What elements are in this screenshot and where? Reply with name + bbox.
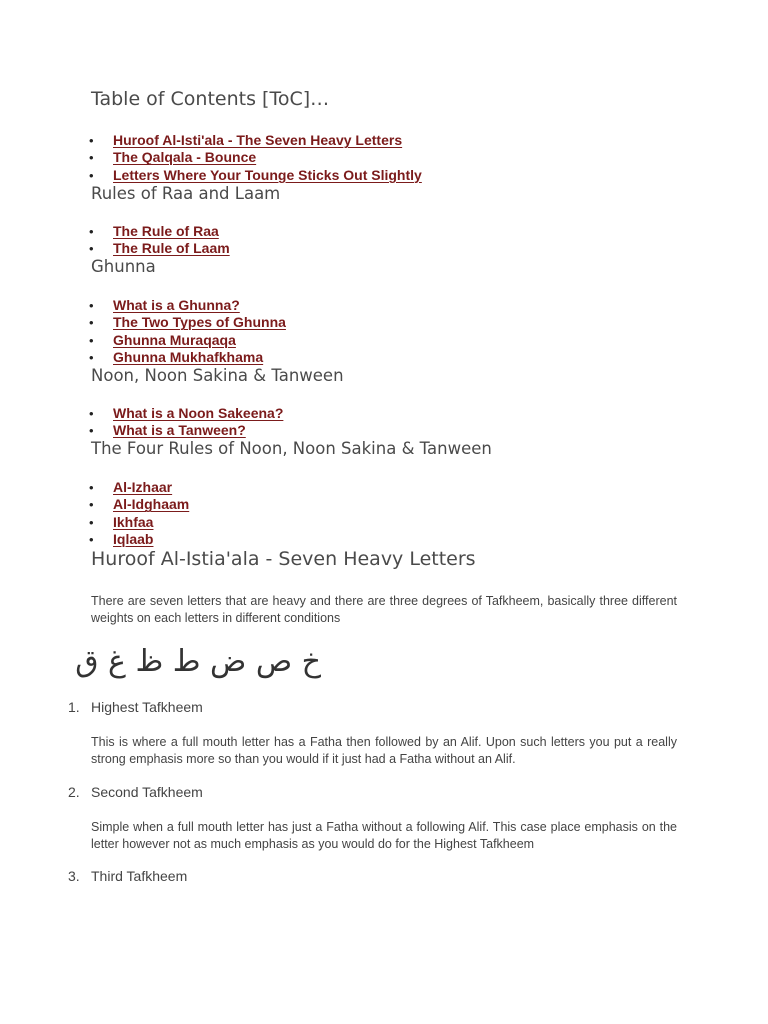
- list-item: [89, 531, 189, 548]
- section-title-heavy-letters: Huroof Al-Istia'ala - Seven Heavy Letters: [91, 548, 476, 570]
- link-what-is-tanween[interactable]: What is a Tanween?: [113, 422, 246, 439]
- noon-link-list: [89, 405, 283, 440]
- link-what-is-noon-sakeena[interactable]: What is a Noon Sakeena?: [113, 405, 284, 421]
- numbered-item-second-tafkheem: [68, 783, 203, 801]
- item-number: 3.: [68, 868, 80, 884]
- link-ghunna-mukhafkhama[interactable]: Ghunna Mukhafkhama: [113, 348, 264, 365]
- second-tafkheem-text: Simple when a full mouth letter has just a Fatha without a following Alif. This case place emphasis on the letter however not as much emphasis as you would do for the Highest Tafkheem: [91, 820, 677, 851]
- list-item: [89, 405, 283, 422]
- list-item: [89, 496, 189, 513]
- bullet-icon: •: [89, 133, 94, 148]
- list-item: [89, 422, 283, 439]
- list-item: [89, 314, 286, 331]
- list-item: [89, 223, 230, 240]
- bullet-icon: •: [89, 497, 94, 513]
- bullet-icon: •: [89, 423, 94, 439]
- bullet-icon: •: [89, 224, 94, 239]
- bullet-icon: •: [89, 531, 94, 547]
- numbered-item-highest-tafkheem: [68, 698, 203, 716]
- bullet-icon: •: [89, 349, 94, 365]
- item-title: Second Tafkheem: [91, 784, 203, 800]
- item-title: Third Tafkheem: [91, 868, 188, 884]
- section-title-four-rules: The Four Rules of Noon, Noon Sakina & Tanween: [91, 439, 492, 458]
- section-title-noon: Noon, Noon Sakina & Tanween: [91, 366, 344, 385]
- link-rule-of-raa[interactable]: The Rule of Raa: [113, 223, 219, 239]
- item-number: 2.: [68, 784, 80, 800]
- list-item: [89, 167, 422, 184]
- numbered-item-third-tafkheem: [68, 867, 187, 885]
- raa-laam-link-list: [89, 223, 230, 258]
- item-title: Highest Tafkheem: [91, 699, 203, 715]
- toc-title: Table of Contents [ToC]…: [91, 88, 330, 110]
- bullet-icon: •: [89, 315, 94, 331]
- bullet-icon: •: [89, 480, 94, 495]
- list-item: [89, 149, 422, 166]
- four-rules-link-list: [89, 479, 189, 548]
- highest-tafkheem-text: This is where a full mouth letter has a Fatha then followed by an Alif. Upon such letters you put a really strong emphasis more so than you would if it just had a Fatha without an Alif.: [91, 735, 677, 766]
- link-ikhfaa[interactable]: Ikhfaa: [113, 513, 154, 530]
- link-what-is-ghunna[interactable]: What is a Ghunna?: [113, 297, 240, 313]
- link-al-izhaar[interactable]: Al-Izhaar: [113, 479, 173, 495]
- toc-link-list: [89, 132, 422, 184]
- heavy-letters-intro: There are seven letters that are heavy and there are three degrees of Tafkheem, basically three different weights on each letters in different conditions: [91, 594, 677, 625]
- link-iqlaab[interactable]: Iqlaab: [113, 530, 154, 547]
- link-ghunna-muraqaqa[interactable]: Ghunna Muraqaqa: [113, 331, 236, 348]
- bullet-icon: •: [89, 332, 94, 348]
- item-number: 1.: [68, 699, 80, 715]
- link-huroof-al-istiala[interactable]: Huroof Al-Isti'ala - The Seven Heavy Letters: [113, 132, 403, 148]
- list-item: [89, 132, 422, 149]
- bullet-icon: •: [89, 298, 94, 313]
- link-qalqala[interactable]: The Qalqala - Bounce: [113, 149, 257, 166]
- link-rule-of-laam[interactable]: The Rule of Laam: [113, 240, 230, 257]
- link-tongue-sticks-out[interactable]: Letters Where Your Tounge Sticks Out Slightly: [113, 166, 422, 183]
- bullet-icon: •: [89, 241, 94, 257]
- link-two-types-of-ghunna[interactable]: The Two Types of Ghunna: [113, 314, 286, 331]
- bullet-icon: •: [89, 150, 94, 166]
- link-al-idghaam[interactable]: Al-Idghaam: [113, 496, 190, 513]
- bullet-icon: •: [89, 167, 94, 183]
- list-item: [89, 479, 189, 496]
- bullet-icon: •: [89, 514, 94, 530]
- section-title-ghunna: Ghunna: [91, 257, 156, 276]
- list-item: [89, 349, 286, 366]
- ghunna-link-list: [89, 297, 286, 366]
- bullet-icon: •: [89, 406, 94, 421]
- section-title-raa-laam: Rules of Raa and Laam: [91, 184, 281, 203]
- list-item: [89, 514, 189, 531]
- list-item: [89, 297, 286, 314]
- list-item: [89, 240, 230, 257]
- list-item: [89, 332, 286, 349]
- arabic-heavy-letters: خ ص ض ط ظ غ ق: [75, 644, 321, 679]
